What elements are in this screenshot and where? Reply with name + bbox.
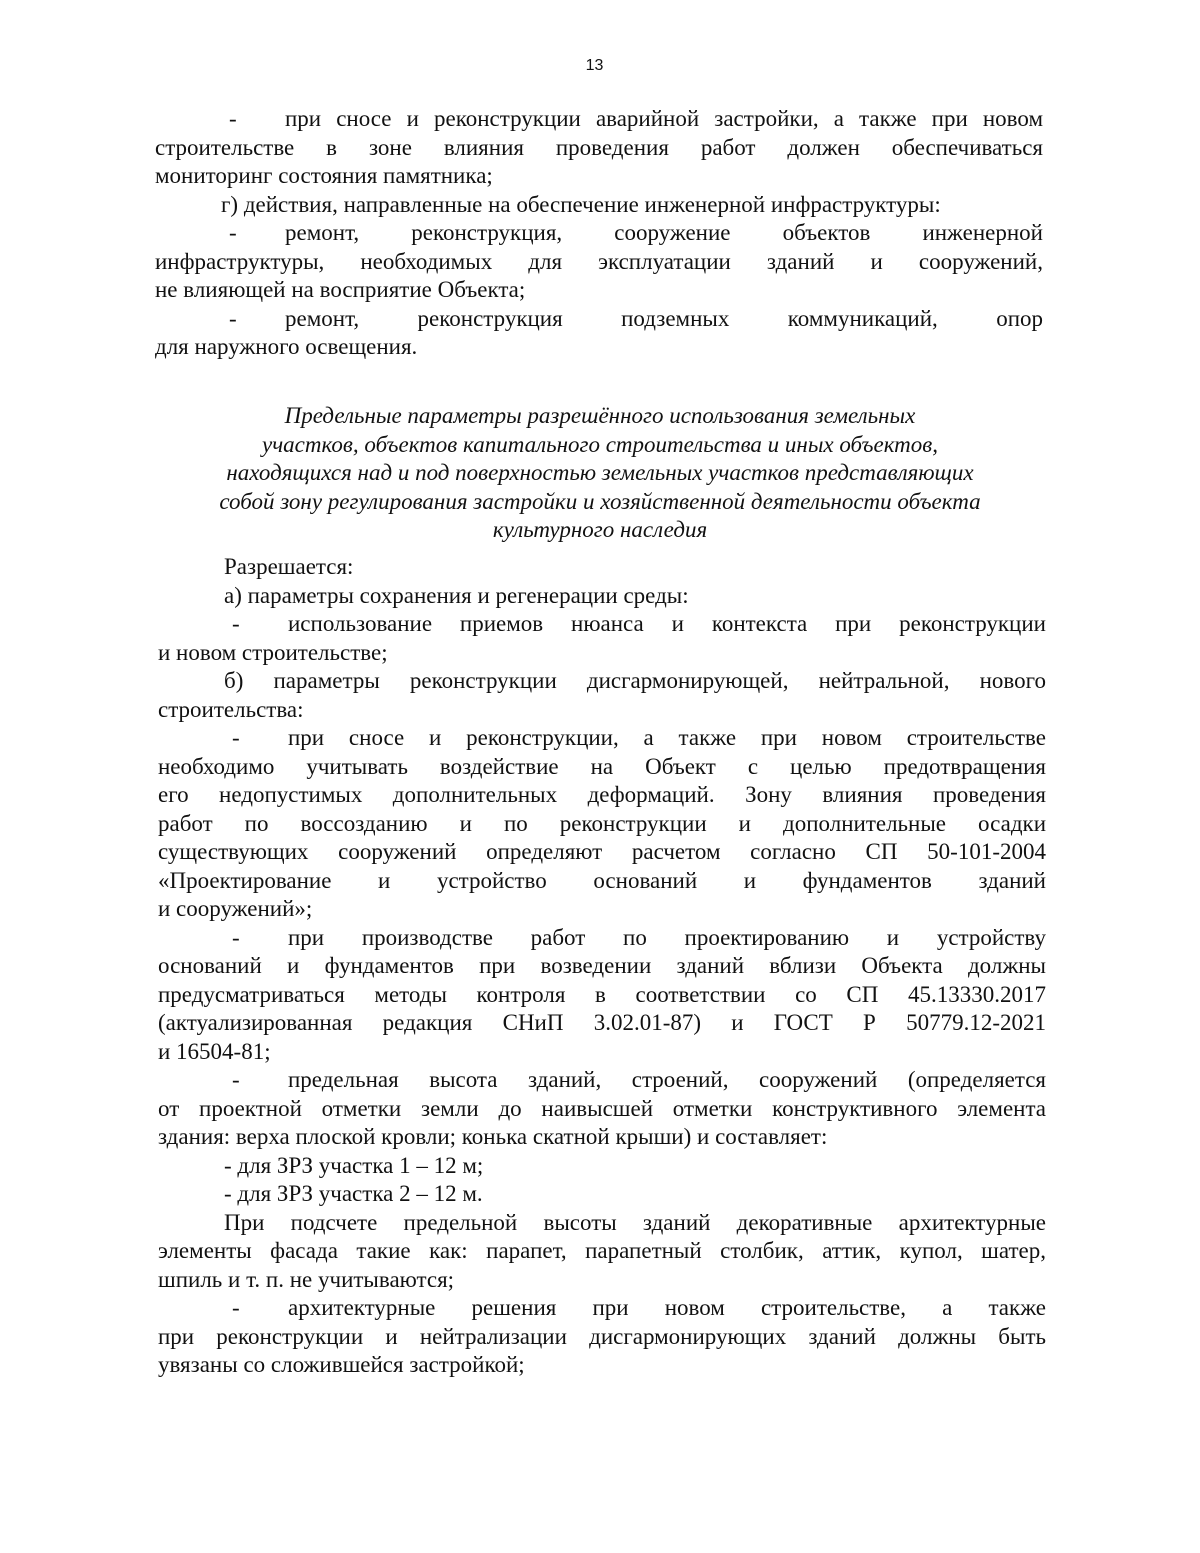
paragraph-line: существующих сооружений определяют расчетом согласно СП 50-101-2004 bbox=[158, 839, 1046, 864]
dash-marker: - bbox=[232, 924, 240, 950]
paragraph-line: «Проектирование и устройство оснований и фундаментов зданий bbox=[158, 867, 1046, 893]
heading-line: собой зону регулирования застройки и хозяйственной деятельности объекта bbox=[219, 488, 981, 514]
paragraph-line: при производстве работ по проектированию и устройству bbox=[288, 924, 1046, 950]
list-item bbox=[155, 305, 1043, 334]
paragraph-line: при сносе и реконструкции аварийной застройки, а также при новом bbox=[285, 106, 1043, 131]
paragraph-line: необходимо учитывать воздействие на Объект с целью предотвращения bbox=[158, 753, 1046, 779]
dash-marker: - bbox=[232, 611, 240, 636]
paragraph-line: При подсчете предельной высоты зданий декоративные архитектурные bbox=[224, 1209, 1046, 1235]
paragraph-line: строительстве в зоне влияния проведения работ должен обеспечиваться bbox=[155, 134, 1043, 160]
paragraph-line: и сооружений»; bbox=[158, 896, 313, 921]
paragraph-line: мониторинг состояния памятника; bbox=[155, 163, 493, 188]
heading-line: культурного наследия bbox=[492, 517, 708, 542]
dash-marker: - bbox=[229, 220, 237, 245]
body-section bbox=[158, 553, 1046, 1380]
paragraph-line: и 16504-81; bbox=[158, 1038, 271, 1064]
list-item bbox=[158, 610, 1046, 639]
dash-marker: - bbox=[232, 1295, 240, 1320]
top-section bbox=[155, 105, 1043, 362]
paragraph-line: (актуализированная редакция СНиП 3.02.01-87) и ГОСТ Р 50779.12-2021 bbox=[158, 1010, 1046, 1035]
paragraph-line: при сносе и реконструкции, а также при новом строительстве bbox=[288, 725, 1046, 750]
paragraph-line: увязаны со сложившейся застройкой; bbox=[158, 1352, 525, 1377]
paragraph-line: предельная высота зданий, строений, сооружений (определяется bbox=[288, 1067, 1046, 1092]
paragraph-line: ремонт, реконструкция подземных коммуникаций, опор bbox=[285, 305, 1043, 331]
paragraph-line: Разрешается: bbox=[224, 554, 354, 579]
paragraph-line: строительства: bbox=[158, 696, 304, 722]
list-item bbox=[158, 724, 1046, 753]
paragraph-line: его недопустимых дополнительных деформаций. Зону влияния проведения bbox=[158, 782, 1046, 807]
list-item bbox=[158, 924, 1046, 953]
paragraph-line: б) параметры реконструкции дисгармонирующей, нейтральной, нового bbox=[224, 668, 1046, 693]
list-item bbox=[158, 1066, 1046, 1095]
paragraph-line: - для ЗРЗ участка 2 – 12 м. bbox=[224, 1181, 483, 1206]
dash-marker: - bbox=[232, 725, 240, 750]
section-heading bbox=[150, 402, 1050, 545]
paragraph-line: а) параметры сохранения и регенерации среды: bbox=[224, 582, 689, 608]
paragraph-line: не влияющей на восприятие Объекта; bbox=[155, 277, 526, 302]
paragraph-line: использование приемов нюанса и контекста при реконструкции bbox=[288, 611, 1046, 636]
paragraph-line: оснований и фундаментов при возведении зданий вблизи Объекта должны bbox=[158, 953, 1046, 978]
paragraph-line: при реконструкции и нейтрализации дисгармонирующих зданий должны быть bbox=[158, 1323, 1046, 1349]
paragraph-line: и новом строительстве; bbox=[158, 639, 388, 665]
list-item bbox=[155, 219, 1043, 248]
heading-line: Предельные параметры разрешённого использования земельных bbox=[284, 403, 916, 428]
paragraph-line: ремонт, реконструкция, сооружение объектов инженерной bbox=[285, 220, 1043, 245]
paragraph-line: элементы фасада такие как: парапет, парапетный столбик, аттик, купол, шатер, bbox=[158, 1238, 1046, 1263]
paragraph-line: шпиль и т. п. не учитываются; bbox=[158, 1266, 455, 1292]
heading-line: участков, объектов капитального строительства и иных объектов, bbox=[262, 431, 938, 457]
dash-marker: - bbox=[232, 1067, 240, 1092]
list-item bbox=[155, 105, 1043, 134]
paragraph-line: предусматриваться методы контроля в соответствии со СП 45.13330.2017 bbox=[158, 981, 1046, 1007]
paragraph-line: от проектной отметки земли до наивысшей отметки конструктивного элемента bbox=[158, 1095, 1046, 1121]
heading-line: находящихся над и под поверхностью земельных участков представляющих bbox=[226, 460, 974, 485]
page-number: 13 bbox=[585, 57, 604, 74]
paragraph-line: для наружного освещения. bbox=[155, 334, 418, 359]
paragraph-line: - для ЗРЗ участка 1 – 12 м; bbox=[224, 1152, 484, 1178]
paragraph-line: здания: верха плоской кровли; конька скатной крыши) и составляет: bbox=[158, 1124, 828, 1149]
paragraph-line: работ по воссозданию и по реконструкции и дополнительные осадки bbox=[158, 810, 1046, 836]
dash-marker: - bbox=[229, 305, 237, 331]
list-item bbox=[158, 1294, 1046, 1323]
dash-marker: - bbox=[229, 106, 237, 131]
paragraph-line: инфраструктуры, необходимых для эксплуатации зданий и сооружений, bbox=[155, 248, 1043, 274]
paragraph-line: г) действия, направленные на обеспечение инженерной инфраструктуры: bbox=[221, 191, 941, 217]
paragraph-line: архитектурные решения при новом строительстве, а также bbox=[288, 1295, 1046, 1320]
